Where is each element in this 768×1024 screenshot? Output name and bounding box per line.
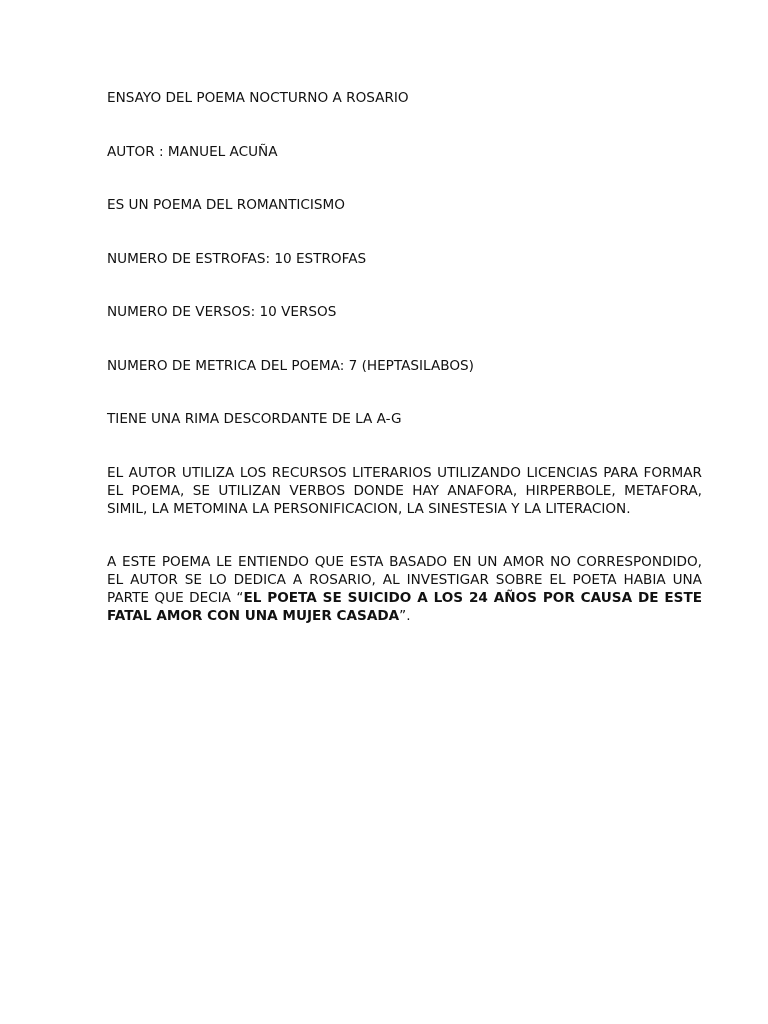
meter-line: NUMERO DE METRICA DEL POEMA: 7 (HEPTASILABOS) [107, 357, 474, 374]
opinion-end-text: ”. [399, 607, 411, 624]
stanzas-line: NUMERO DE ESTROFAS: 10 ESTROFAS [107, 250, 367, 267]
verses-line: NUMERO DE VERSOS: 10 VERSOS [107, 304, 337, 320]
document-title: ENSAYO DEL POEMA NOCTURNO A ROSARIO [107, 90, 409, 106]
opinion-paragraph [107, 553, 702, 625]
literary-devices-paragraph: EL AUTOR UTILIZA LOS RECURSOS LITERARIOS UTILIZANDO LICENCIAS PARA FORMAR EL POEMA, SE UTILIZAN VERBOS DONDE HAY ANAFORA, HIRPERBOLE, METAFORA, SIMIL, LA METOMINA LA PERSONIFICACION, LA SINESTESIA Y LA LITERACION. [107, 464, 702, 517]
movement-line: ES UN POEMA DEL ROMANTICISMO [107, 197, 345, 213]
author-line: AUTOR : MANUEL ACUÑA [107, 143, 278, 160]
opinion-quote-bold: EL POETA SE SUICIDO A LOS 24 AÑOS POR CAUSA DE ESTE FATAL AMOR CON UNA MUJER CASADA [107, 589, 703, 624]
document-page [107, 89, 702, 660]
rhyme-line: TIENE UNA RIMA DESCORDANTE DE LA A-G [107, 411, 402, 427]
opinion-intro-text: A ESTE POEMA LE ENTIENDO QUE ESTA BASADO EN UN AMOR NO CORRESPONDIDO, EL AUTOR SE LO DEDICA A ROSARIO, AL INVESTIGAR SOBRE EL POETA HABIA UNA PARTE QUE DECIA “ [107, 553, 702, 606]
